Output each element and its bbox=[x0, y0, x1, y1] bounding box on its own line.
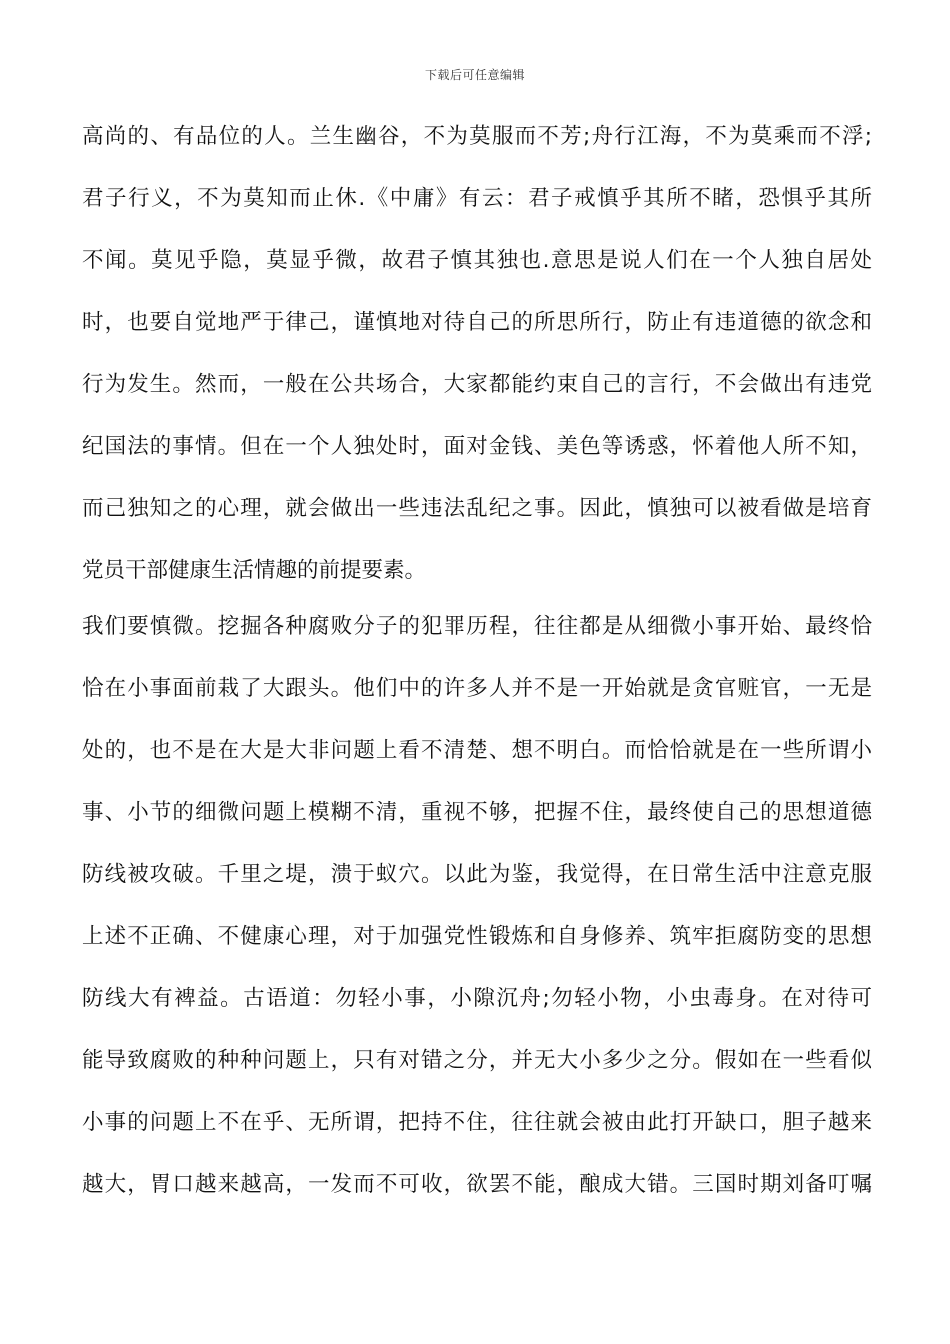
text-line: 纪国法的事情。但在一个人独处时，面对金钱、美色等诱惑，怀着他人所不知， bbox=[82, 434, 872, 459]
body-text bbox=[82, 115, 872, 1225]
text-line: 君子行义，不为莫知而止休.《中庸》有云：君子戒慎乎其所不睹，恐惧乎其所 bbox=[82, 186, 872, 211]
paragraph-2 bbox=[82, 605, 872, 1225]
text-line: 而己独知之的心理，就会做出一些违法乱纪之事。因此，慎独可以被看做是培育 bbox=[82, 496, 872, 521]
text-line: 行为发生。然而，一般在公共场合，大家都能约束自己的言行，不会做出有违党 bbox=[82, 372, 872, 397]
text-line: 我们要慎微。挖掘各种腐败分子的犯罪历程，往往都是从细微小事开始、最终恰 bbox=[82, 614, 872, 639]
text-line: 处的，也不是在大是大非问题上看不清楚、想不明白。而恰恰就是在一些所谓小 bbox=[82, 738, 872, 763]
text-line: 时，也要自觉地严于律己，谨慎地对待自己的所思所行，防止有违道德的欲念和 bbox=[82, 310, 872, 335]
paragraph-1 bbox=[82, 115, 872, 605]
text-line: 能导致腐败的种种问题上，只有对错之分，并无大小多少之分。假如在一些看似 bbox=[82, 1048, 872, 1073]
text-line: 党员干部健康生活情趣的前提要素。 bbox=[82, 558, 427, 583]
text-line: 小事的问题上不在乎、无所谓，把持不住，往往就会被由此打开缺口，胆子越来 bbox=[82, 1110, 872, 1135]
text-line: 越大，胃口越来越高，一发而不可收，欲罢不能，酿成大错。三国时期刘备叮嘱 bbox=[82, 1172, 872, 1197]
text-line: 防线大有裨益。古语道：勿轻小事，小隙沉舟;勿轻小物，小虫毒身。在对待可 bbox=[82, 986, 872, 1011]
text-line: 防线被攻破。千里之堤，溃于蚁穴。以此为鉴，我觉得，在日常生活中注意克服 bbox=[82, 862, 872, 887]
text-line: 上述不正确、不健康心理，对于加强党性锻炼和自身修养、筑牢拒腐防变的思想 bbox=[82, 924, 872, 949]
header-note: 下载后可任意编辑 bbox=[424, 68, 525, 82]
text-line: 不闻。莫见乎隐，莫显乎微，故君子慎其独也.意思是说人们在一个人独自居处 bbox=[82, 248, 872, 273]
text-line: 高尚的、有品位的人。兰生幽谷，不为莫服而不芳;舟行江海，不为莫乘而不浮; bbox=[82, 124, 872, 149]
text-line: 事、小节的细微问题上模糊不清，重视不够，把握不住，最终使自己的思想道德 bbox=[82, 800, 872, 825]
text-line: 恰在小事面前栽了大跟头。他们中的许多人并不是一开始就是贪官赃官，一无是 bbox=[82, 676, 872, 701]
